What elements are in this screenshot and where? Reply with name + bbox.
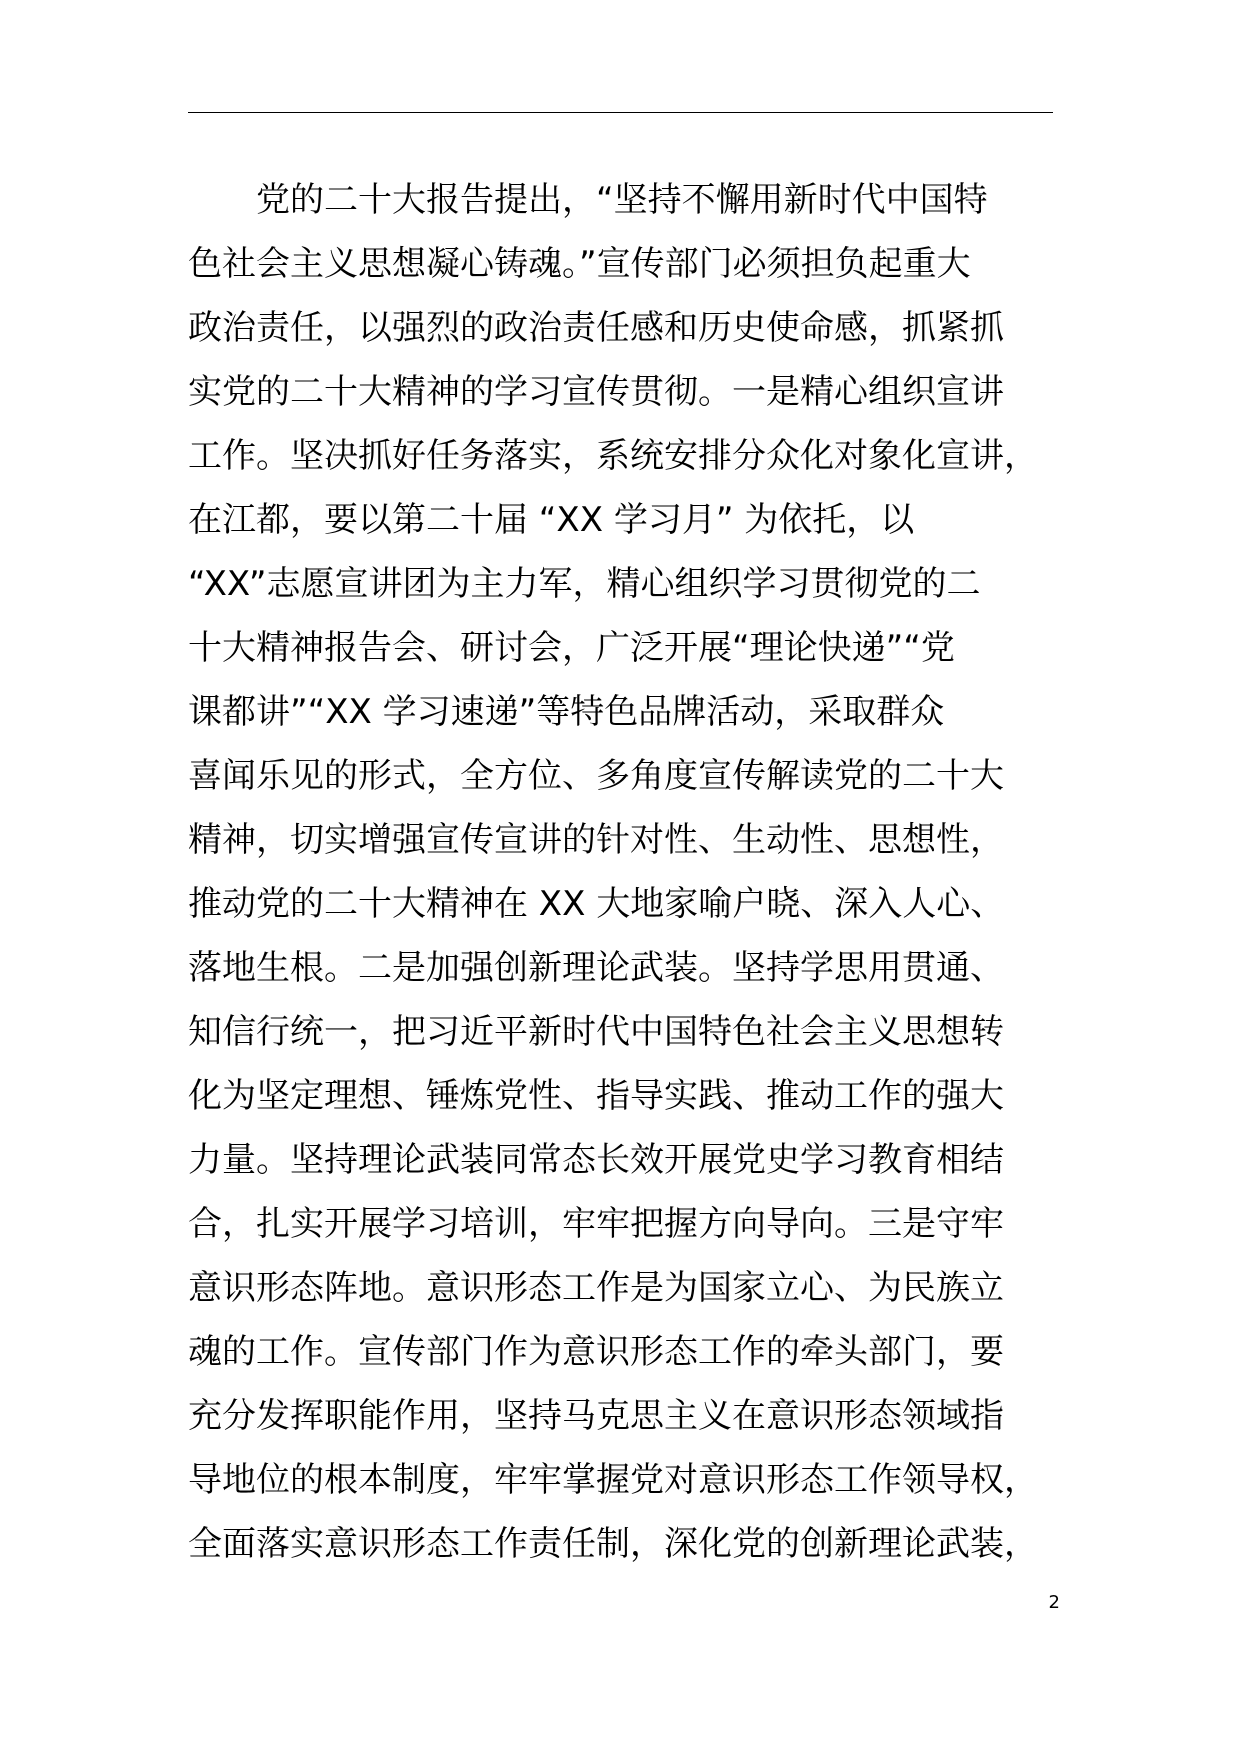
text-line: 全面落实意识形态工作责任制，深化党的创新理论武装，: [188, 1524, 1038, 1564]
text-line: 推动党的二十大精神在 XX 大地家喻户晓、深入人心、: [188, 884, 1005, 924]
text-line: 色社会主义思想凝心铸魂。”宣传部门必须担负起重大: [188, 244, 971, 284]
text-line: 党的二十大报告提出，“坚持不懈用新时代中国特: [188, 180, 988, 220]
header-rule: [188, 112, 1053, 113]
text-line: 魂的工作。宣传部门作为意识形态工作的牵头部门，要: [188, 1332, 1004, 1372]
text-line: 政治责任，以强烈的政治责任感和历史使命感，抓紧抓: [188, 308, 1004, 348]
text-line: 落地生根。二是加强创新理论武装。坚持学思用贯通、: [188, 948, 1004, 988]
text-line: 充分发挥职能作用，坚持马克思主义在意识形态领域指: [188, 1396, 1004, 1436]
text-line: 合，扎实开展学习培训，牢牢把握方向导向。三是守牢: [188, 1204, 1004, 1244]
text-line: “XX”志愿宣讲团为主力军，精心组织学习贯彻党的二: [188, 564, 981, 604]
text-line: 实党的二十大精神的学习宣传贯彻。一是精心组织宣讲: [188, 372, 1004, 412]
text-line: 化为坚定理想、锤炼党性、指导实践、推动工作的强大: [188, 1076, 1004, 1116]
text-line: 课都讲”“XX 学习速递”等特色品牌活动，采取群众: [188, 692, 945, 732]
text-line: 在江都，要以第二十届 “XX 学习月” 为依托，以: [188, 500, 915, 540]
text-line: 导地位的根本制度，牢牢掌握党对意识形态工作领导权，: [188, 1460, 1038, 1500]
text-line: 精神，切实增强宣传宣讲的针对性、生动性、思想性，: [188, 820, 1004, 860]
page-number: 2: [1048, 1592, 1060, 1613]
body-paragraph: [188, 168, 1088, 1576]
text-line: 知信行统一，把习近平新时代中国特色社会主义思想转: [188, 1012, 1004, 1052]
text-line: 工作。坚决抓好任务落实，系统安排分众化对象化宣讲，: [188, 436, 1038, 476]
text-line: 意识形态阵地。意识形态工作是为国家立心、为民族立: [188, 1268, 1004, 1308]
text-line: 喜闻乐见的形式，全方位、多角度宣传解读党的二十大: [188, 756, 1004, 796]
text-line: 十大精神报告会、研讨会，广泛开展“理论快递”“党: [188, 628, 955, 668]
text-line: 力量。坚持理论武装同常态长效开展党史学习教育相结: [188, 1140, 1004, 1180]
